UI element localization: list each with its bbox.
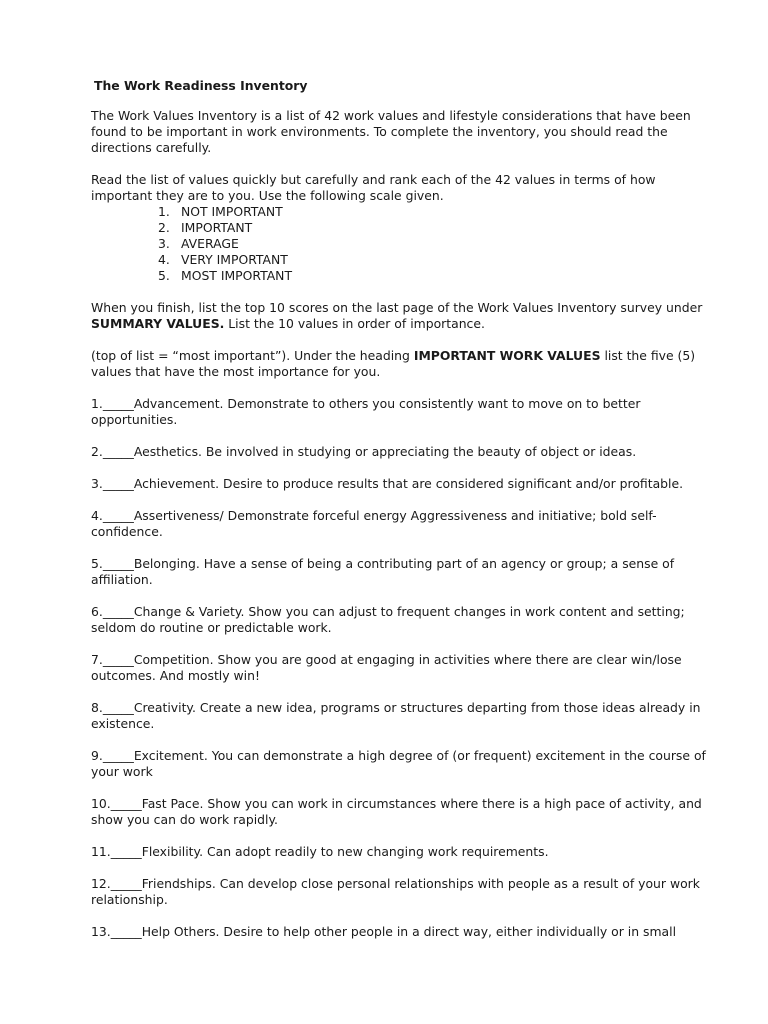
rating-blank[interactable]: _____ <box>110 796 142 811</box>
finish-paragraph: When you finish, list the top 10 scores on the last page of the Work Values Inventory survey under SUMMARY VALUES. List the 10 values in order of importance. <box>91 300 703 331</box>
summary-values-emphasis: SUMMARY VALUES. <box>91 316 225 331</box>
rating-blank[interactable]: _____ <box>110 844 142 859</box>
list-item: 4._____Assertiveness/ Demonstrate forceful energy Aggressiveness and initiative; bold self-confidence. <box>91 508 657 539</box>
list-item: 6._____Change & Variety. Show you can adjust to frequent changes in work content and setting; seldom do routine or predictable work. <box>91 604 685 635</box>
scale-item: 2. IMPORTANT <box>158 220 253 235</box>
rating-blank[interactable]: _____ <box>110 876 142 891</box>
important-work-values-emphasis: IMPORTANT WORK VALUES <box>413 348 601 363</box>
rating-blank[interactable]: _____ <box>102 444 134 459</box>
rating-blank[interactable]: _____ <box>102 748 134 763</box>
document-title: The Work Readiness Inventory <box>94 78 308 93</box>
scale-item: 1. NOT IMPORTANT <box>158 204 283 219</box>
rating-blank[interactable]: _____ <box>102 604 134 619</box>
rating-blank[interactable]: _____ <box>102 508 134 523</box>
rating-blank[interactable]: _____ <box>102 476 134 491</box>
scale-item: 5. MOST IMPORTANT <box>158 268 293 283</box>
scale-item: 4. VERY IMPORTANT <box>158 252 288 267</box>
instructions-paragraph: Read the list of values quickly but carefully and rank each of the 42 values in terms of how important they are to you. Use the following scale given. <box>91 172 656 203</box>
rating-blank[interactable]: _____ <box>110 924 142 939</box>
list-item: 11._____Flexibility. Can adopt readily to new changing work requirements. <box>91 844 549 859</box>
rating-blank[interactable]: _____ <box>102 652 134 667</box>
rating-blank[interactable]: _____ <box>102 396 134 411</box>
work-values-list <box>91 396 708 940</box>
list-item: 1._____Advancement. Demonstrate to others you consistently want to move on to better opportunities. <box>91 396 641 427</box>
rating-blank[interactable]: _____ <box>102 556 134 571</box>
list-item: 3._____Achievement. Desire to produce results that are considered significant and/or profitable. <box>91 476 684 491</box>
intro-paragraph: The Work Values Inventory is a list of 42 work values and lifestyle considerations that have been found to be important in work environments. To complete the inventory, you should read the directions carefully. <box>91 108 691 155</box>
heading-paragraph: (top of list = “most important”). Under the heading IMPORTANT WORK VALUES list the five (5) values that have the most importance for you. <box>91 348 696 379</box>
list-item: 12._____Friendships. Can develop close personal relationships with people as a result of your work relationship. <box>91 876 700 907</box>
list-item: 5._____Belonging. Have a sense of being a contributing part of an agency or group; a sense of affiliation. <box>91 556 675 587</box>
scale-item: 3. AVERAGE <box>158 236 239 251</box>
list-item: 2._____Aesthetics. Be involved in studying or appreciating the beauty of object or ideas. <box>91 444 637 459</box>
rating-scale-list <box>91 204 708 284</box>
list-item: 7._____Competition. Show you are good at engaging in activities where there are clear win/lose outcomes. And mostly win! <box>91 652 682 683</box>
list-item: 9._____Excitement. You can demonstrate a high degree of (or frequent) excitement in the course of your work <box>91 748 706 779</box>
rating-blank[interactable]: _____ <box>102 700 134 715</box>
list-item: 13._____Help Others. Desire to help other people in a direct way, either individually or in small <box>91 924 677 939</box>
list-item: 10._____Fast Pace. Show you can work in circumstances where there is a high pace of activity, and show you can do work rapidly. <box>91 796 702 827</box>
list-item: 8._____Creativity. Create a new idea, programs or structures departing from those ideas already in existence. <box>91 700 701 731</box>
